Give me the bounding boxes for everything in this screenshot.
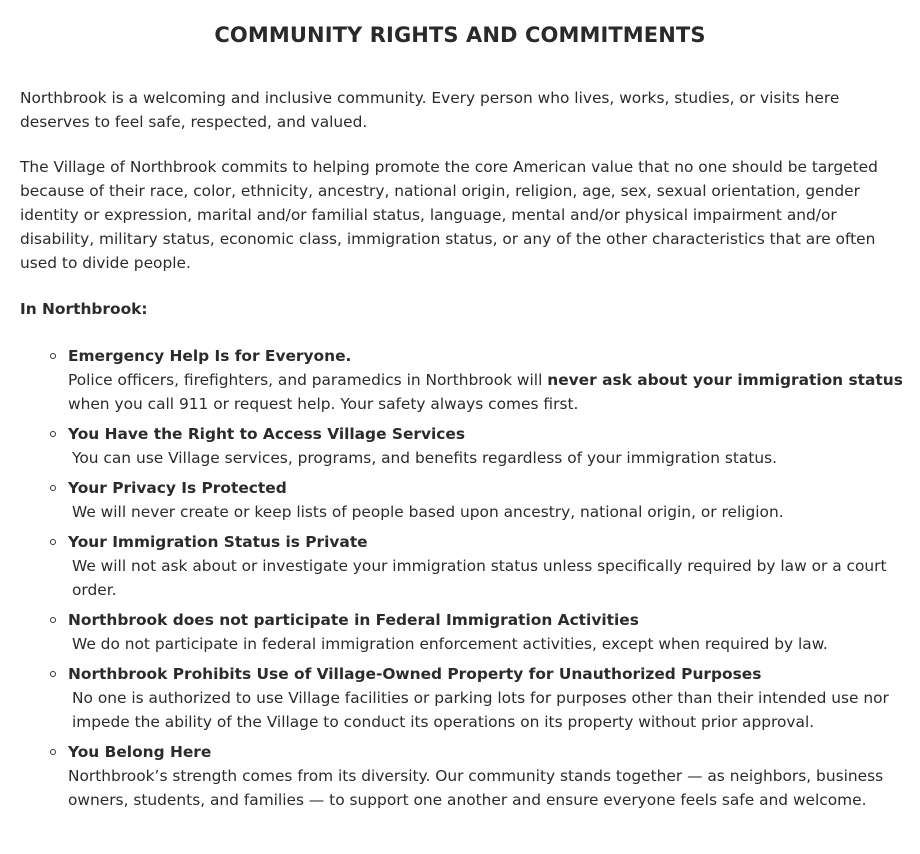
- bullet-icon: [50, 749, 56, 755]
- bullet-icon: [50, 539, 56, 545]
- bullet-icon: [50, 671, 56, 677]
- list-item: [0, 344, 905, 416]
- list-item-body: We will never create or keep lists of people based upon ancestry, national origin, or religion.: [72, 503, 784, 521]
- list-item: [0, 476, 905, 524]
- list-item-body: We will not ask about or investigate your immigration status unless specifically required by law or a court order.: [72, 557, 887, 599]
- list-item: [0, 740, 905, 812]
- list-item-title: You Have the Right to Access Village Services: [68, 425, 466, 443]
- list-item-body: [68, 368, 905, 416]
- list-item-title: Your Immigration Status is Private: [68, 533, 368, 551]
- bullet-icon: [50, 431, 56, 437]
- intro-paragraph: Northbrook is a welcoming and inclusive community. Every person who lives, works, studies, or visits here deserves to feel safe, respected, and valued.: [20, 89, 840, 131]
- list-item-title: Emergency Help Is for Everyone.: [68, 347, 352, 365]
- list-item: [0, 662, 905, 734]
- bullet-icon: [50, 485, 56, 491]
- bullet-icon: [50, 617, 56, 623]
- bullet-icon: [50, 353, 56, 359]
- list-item-body: No one is authorized to use Village facilities or parking lots for purposes other than their intended use nor impede the ability of the Village to conduct its operations on its property without prior approval.: [72, 689, 889, 731]
- list-item-body-text: Police officers, firefighters, and paramedics in Northbrook will: [68, 371, 548, 389]
- list-item: [0, 422, 905, 470]
- list-item-title: Northbrook Prohibits Use of Village-Owned Property for Unauthorized Purposes: [68, 665, 762, 683]
- list-item-body-text: when you call 911 or request help. Your safety always comes first.: [68, 395, 579, 413]
- list-item-body: We do not participate in federal immigration enforcement activities, except when required by law.: [72, 635, 828, 653]
- list-item: [0, 530, 905, 602]
- list-item-body: Northbrook’s strength comes from its diversity. Our community stands together — as neighbors, business owners, students, and families — to support one another and ensure everyone feels safe and welcome.: [68, 767, 884, 809]
- rights-list: [0, 344, 905, 818]
- list-item-title: Your Privacy Is Protected: [68, 479, 287, 497]
- page-title: COMMUNITY RIGHTS AND COMMITMENTS: [214, 23, 706, 47]
- list-item-title: Northbrook does not participate in Federal Immigration Activities: [68, 611, 639, 629]
- list-item-body-emphasis: never ask about your immigration status: [547, 371, 903, 389]
- list-item-body: You can use Village services, programs, and benefits regardless of your immigration status.: [72, 449, 778, 467]
- commitment-paragraph: The Village of Northbrook commits to helping promote the core American value that no one should be targeted because of their race, color, ethnicity, ancestry, national origin, religion, age, sex, sexual orientation, gender identity or expression, marital and/or familial status, language, mental and/or physical impairment and/or disability, military status, economic class, immigration status, or any of the other characteristics that are often used to divide people.: [20, 158, 878, 272]
- list-item-title: You Belong Here: [68, 743, 212, 761]
- in-northbrook-heading: In Northbrook:: [20, 300, 148, 318]
- list-item: [0, 608, 905, 656]
